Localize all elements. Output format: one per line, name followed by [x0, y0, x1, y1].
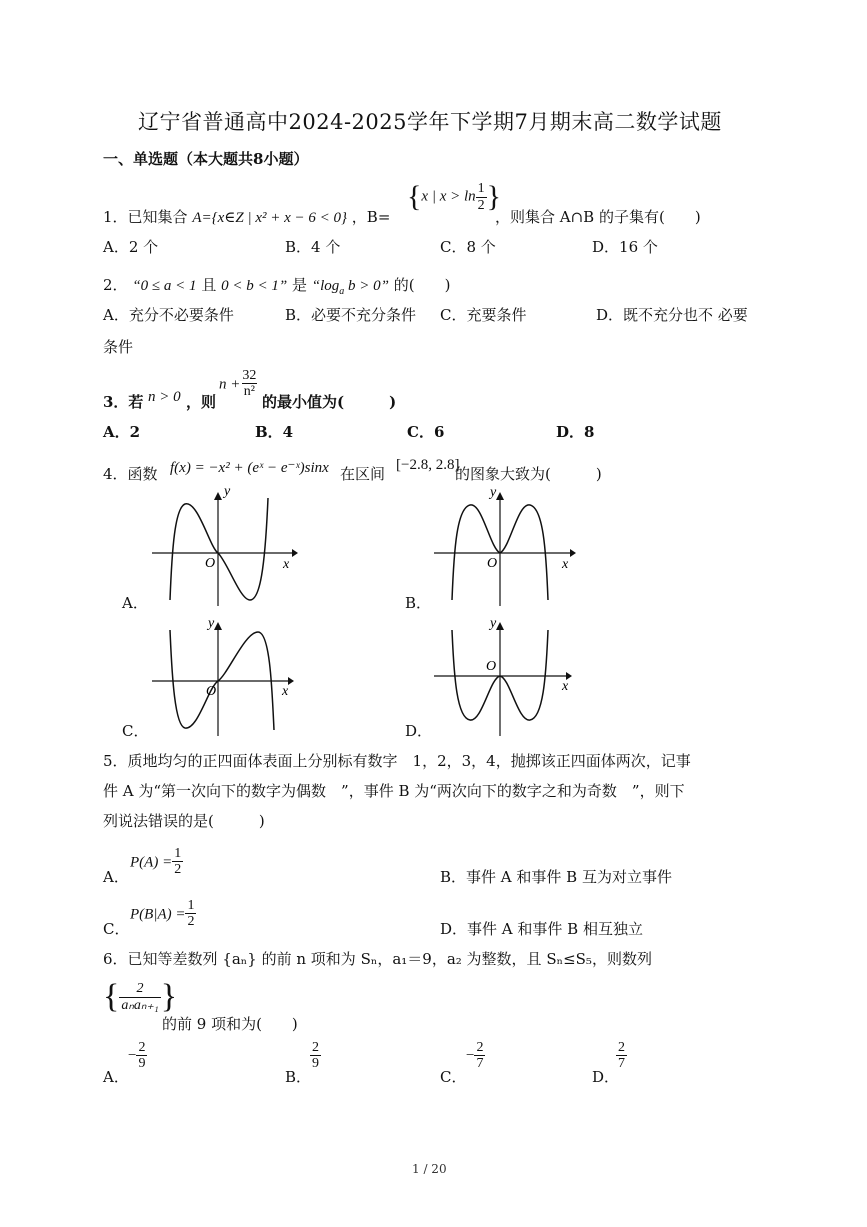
- q3-cond: n > 0: [148, 389, 181, 405]
- q1-stem: [103, 206, 390, 227]
- q5-option-a-label: A．: [103, 868, 129, 886]
- q4-function: f(x) = −x² + (eˣ − e⁻ˣ)sinx: [170, 460, 329, 476]
- q6-option-b-label: B．: [285, 1068, 312, 1086]
- q1-set-a: A={x∈Z | x² + x − 6 < 0}: [192, 210, 348, 226]
- x-label: x: [282, 684, 289, 699]
- page-title: 辽宁省普通高中2024-2025学年下学期7月期末高二数学试题: [138, 110, 722, 134]
- q1-option-b: B．4 个: [285, 238, 341, 256]
- q1-mid: ，B=: [351, 208, 391, 226]
- q6-option-c-value: − $\frac{2}{7}$: [466, 1040, 484, 1072]
- q6-option-c-label: C．: [440, 1068, 467, 1086]
- q4-tail: 的图象大致为( ): [455, 465, 602, 483]
- curve: [170, 498, 268, 600]
- q1-option-d: D．16 个: [592, 238, 658, 256]
- q4-interval: [−2.8, 2.8]: [396, 457, 460, 473]
- origin-label: O: [486, 659, 497, 674]
- q1-set-b: {x | x > ln $\frac{1}{2}$ }: [407, 180, 502, 213]
- y-axis-arrow: [496, 622, 504, 630]
- x-label: x: [562, 679, 569, 694]
- q2-option-b: B．必要不充分条件: [285, 306, 417, 324]
- y-label: y: [490, 488, 497, 500]
- origin-label: O: [487, 556, 498, 571]
- q4-number: 4．函数: [103, 465, 158, 483]
- q4-option-a-label: A．: [122, 594, 148, 612]
- q5-line-3: 列说法错误的是( ): [103, 812, 265, 830]
- q3-tail: 的最小值为( ): [262, 393, 397, 411]
- origin-label: O: [206, 684, 217, 699]
- q1-number: 1．已知集合: [103, 208, 188, 226]
- q5-option-a-expr: P(A) = $\frac{1}{2}$: [130, 846, 182, 878]
- q4-option-b-label: B．: [405, 594, 432, 612]
- q3-mid: ，则: [186, 393, 217, 411]
- q3-expression: n + $\frac{32}{\text{n²}}$: [219, 368, 257, 400]
- q2-option-a: A．充分不必要条件: [103, 306, 234, 324]
- q5-option-c-label: C．: [103, 920, 130, 938]
- q6-tail: 的前 9 项和为( ): [162, 1015, 298, 1033]
- q5-option-c-expr: P(B|A) = $\frac{1}{2}$: [130, 898, 195, 930]
- x-axis-arrow: [292, 549, 298, 557]
- q6-sequence: { $\frac{2}{\text{aₙaₙ₊₁}}$ }: [103, 978, 178, 1015]
- q6-option-d-label: D．: [592, 1068, 620, 1086]
- q5-option-d: D．事件 A 和事件 B 相互独立: [440, 920, 643, 938]
- q1-option-c: C．8 个: [440, 238, 496, 256]
- y-label: y: [224, 488, 231, 499]
- section-heading: 一、单选题（本大题共8小题）: [103, 150, 309, 168]
- y-axis-arrow: [496, 492, 504, 500]
- q5-line-1: 5．质地均匀的正四面体表面上分别标有数字 1，2，3，4，抛掷该正四面体两次，记事: [103, 752, 691, 770]
- y-axis-arrow: [214, 622, 222, 630]
- q4-graph-c: [150, 618, 300, 738]
- q4-mid: 在区间: [340, 465, 386, 483]
- q4-graph-a: [150, 488, 300, 608]
- page-number: 1 / 20: [412, 1162, 447, 1176]
- q4-option-d-label: D．: [405, 722, 433, 740]
- q3-option-b: B．4: [255, 423, 294, 441]
- q6-option-d-value: $\frac{2}{7}$: [618, 1040, 625, 1072]
- x-axis-arrow: [288, 677, 294, 685]
- q6-line-1: 6．已知等差数列 {aₙ} 的前 n 项和为 Sₙ，a₁＝9，a₂ 为整数，且 Sₙ≤S₅，则数列: [103, 950, 652, 968]
- origin-label: O: [205, 556, 216, 571]
- x-axis-arrow: [570, 549, 576, 557]
- q4-option-c-label: C．: [122, 722, 149, 740]
- q5-line-2: 件 A 为“第一次向下的数字为偶数 ”，事件 B 为“两次向下的数字之和为奇数 ”，则下: [103, 782, 685, 800]
- q2-option-d-wrap: 条件: [103, 338, 134, 356]
- q4-graph-b: [432, 488, 582, 608]
- q5-option-b: B．事件 A 和事件 B 互为对立事件: [440, 868, 672, 886]
- q6-option-a-label: A．: [103, 1068, 129, 1086]
- q1-option-a: A．2 个: [103, 238, 159, 256]
- q4-graph-d: [432, 618, 582, 738]
- q1-tail: ，则集合 A∩B 的子集有( ): [495, 208, 701, 226]
- curve: [170, 630, 274, 730]
- x-label: x: [562, 557, 569, 572]
- q3-option-c: C．6: [407, 423, 445, 441]
- q3-option-a: A．2: [103, 423, 141, 441]
- q3-option-d: D．8: [556, 423, 595, 441]
- q3-number: 3．若: [103, 393, 144, 411]
- q6-option-a-value: − $\frac{2}{9}$: [128, 1040, 146, 1072]
- y-label: y: [208, 618, 215, 631]
- q2-option-d: D．既不充分也不 必要: [596, 306, 748, 324]
- y-axis-arrow: [214, 492, 222, 500]
- q2-option-c: C．充要条件: [440, 306, 527, 324]
- x-label: x: [283, 557, 290, 572]
- q2-stem: 2． “0 ≤ a < 1 且 0 < b < 1” 是 “$\log_a$ b > 0” 的( ): [103, 276, 451, 297]
- y-label: y: [490, 618, 497, 631]
- q6-option-b-value: $\frac{2}{9}$: [312, 1040, 319, 1072]
